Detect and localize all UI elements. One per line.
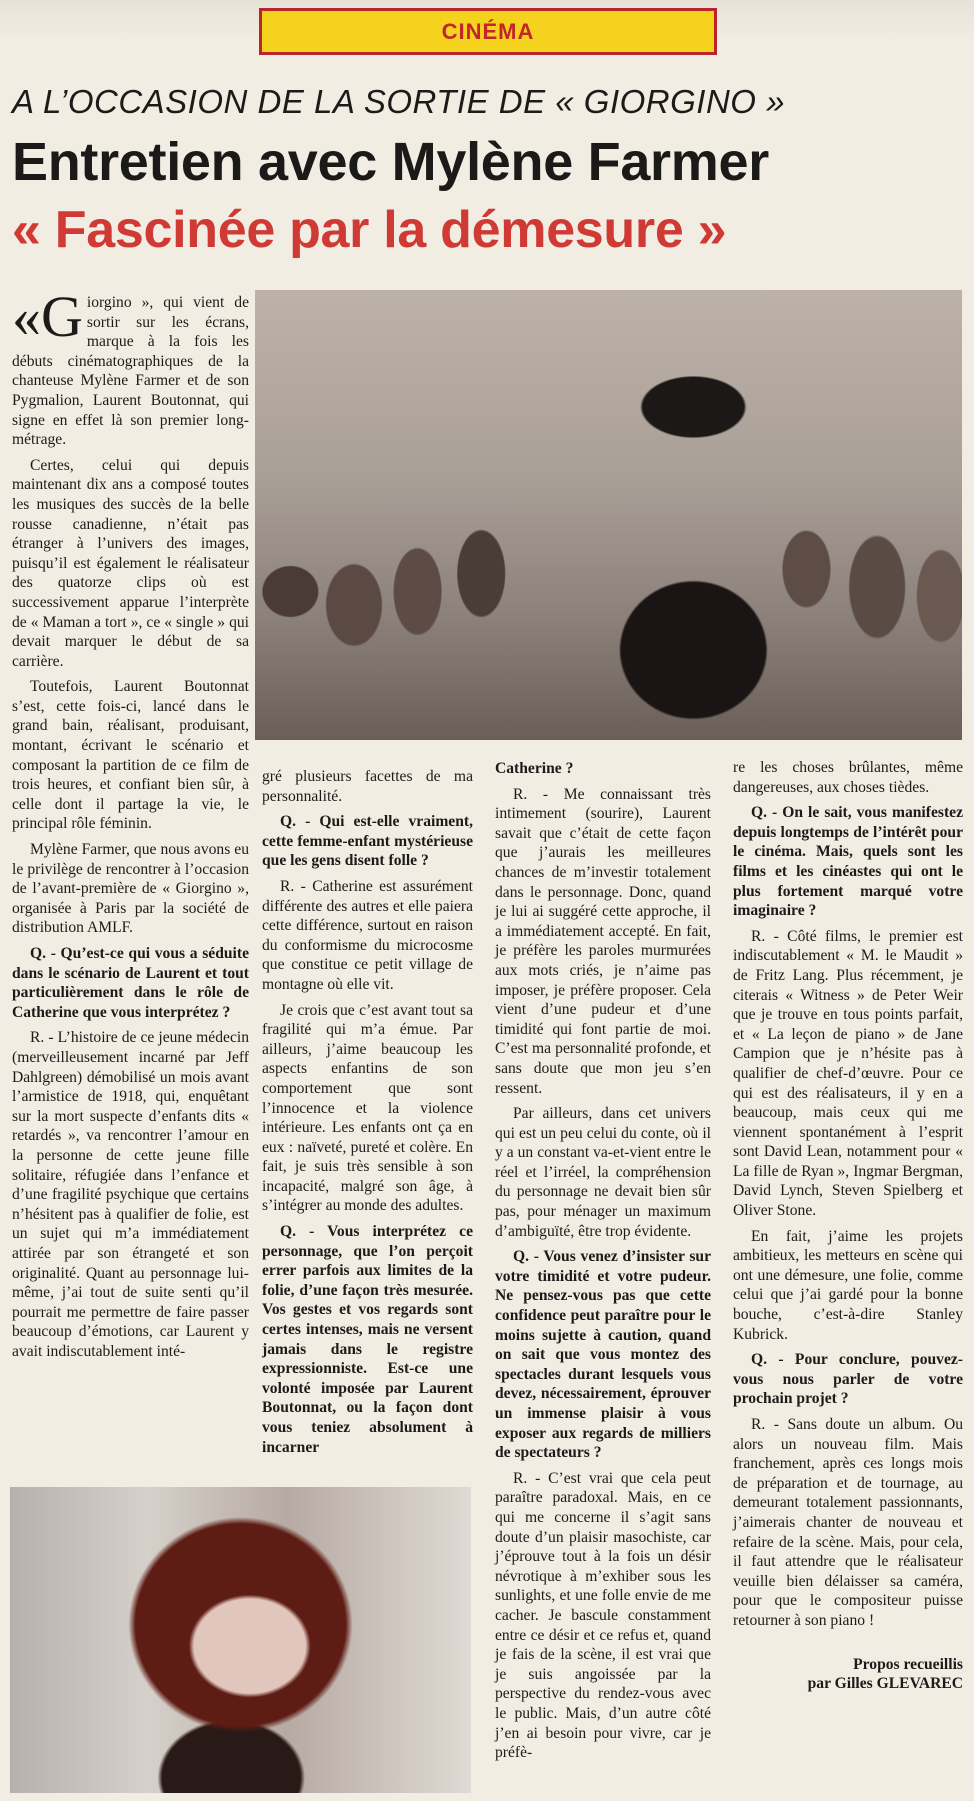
question: Q. - Vous interprétez ce personnage, que l’on perçoit errer parfois aux limites de la folie, d’une façon très mesurée. Vos gestes et vos regards sont certes intenses, mais ne versent jamais dans le registre expressionniste. Est-ce une volonté imposée par Laurent Boutonnat, ou la façon dont vous teniez absolument à incarner — [262, 1223, 473, 1456]
subheadline: « Fascinée par la démesure » — [12, 201, 727, 259]
question: Q. - Vous venez d’insister sur votre timidité et votre pudeur. Ne pensez-vous pas que cette confidence peut paraître pour le moins sujette à caution, quand on sait que vous montez des spectacles durant lesquels vous devez, nécessairement, éprouver un immense plaisir à vous exposer aux regards de milliers de spectateurs ? — [495, 1248, 711, 1462]
paragraph: Certes, celui qui depuis maintenant dix ans a composé toutes les musiques des succès de la belle rousse canadienne, n’était pas étranger à l’univers des images, puisqu’il est également le réalisateur des quatorze clips où est successivement apparue l’interprète de « Maman a tort », ce « single » qui devait marquer le début de sa carrière. — [12, 456, 249, 670]
paragraph: Toutefois, Laurent Boutonnat s’est, cette fois-ci, lancé dans le grand bain, réalisant, produisant, montant, écrivant le scénario et composant la partition de ce film de trois heures, et confiant bien sûr, à celle dont il partage la vie, le principal rôle féminin. — [12, 678, 249, 833]
question: Q. - Pour conclure, pouvez-vous nous parler de votre prochain projet ? — [733, 1351, 963, 1408]
section-tag — [259, 8, 717, 55]
question-continued: Catherine ? — [495, 760, 574, 777]
kicker: A L’OCCASION DE LA SORTIE DE « GIORGINO » — [12, 83, 785, 120]
article-column-1 — [12, 284, 249, 1361]
photo-veiled-woman — [255, 290, 962, 740]
intro-text: iorgino », qui vient de sortir sur les écrans, marque à la fois les débuts cinématographiques de la chanteuse Mylène Farmer et de son Pygmalion, Laurent Boutonnat, qui signe en effet là son premier long-métrage. — [12, 294, 249, 449]
byline-line-1: Propos recueillis — [853, 1655, 963, 1673]
question: Q. - Qui est-elle vraiment, cette femme-enfant mystérieuse que les gens disent folle ? — [262, 813, 473, 870]
drop-cap — [12, 284, 83, 349]
answer: R. - L’histoire de ce jeune médecin (merveilleusement incarné par Jeff Dahlgreen) démobilisé un mois avant l’armistice de 1918, qui, enquêtant sur la mort suspecte d’enfants dits « retardés », va rencontrer l’amour en la personne de cette jeune fille solitaire, réfugiée dans l’enfance et d’une fragilité psychique que certains n’hésitent pas à qualifier de folie, est un sujet qui m’a immédiatement attirée par son étrangeté et son originalité. Quant au personnage lui-même, j’ai tout de suite senti qu’il pourrait me permettre de faire passer beaucoup d’émotions, car Laurent y avait indiscutablement inté- — [12, 1029, 249, 1360]
section-label: CINÉMA — [441, 18, 535, 44]
answer: R. - Sans doute un album. Ou alors un nouveau film. Mais franchement, après ces longs mois de préparation et de tournage, au demeurant totalement passionnants, j’aimerais chanter de nouveau et refaire de la scène. Mais, pour cela, il faut attendre que le réalisateur veuille bien délaisser sa caméra, pour que le compositeur puisse retourner à son piano ! — [733, 1416, 963, 1629]
answer: Je crois que c’est avant tout sa fragilité qui m’a émue. Par ailleurs, j’aime beaucoup les aspects enfantins de son comportement que sont l’innocence et la violence intérieure. Les enfants ont ça en eux : naïveté, pureté et colère. En fait, je suis très sensible à son incapacité, malgré son âge, à s’intégrer au monde des adultes. — [262, 1001, 473, 1215]
answer-continued: re les choses brûlantes, même dangereuses, aux choses tièdes. — [733, 759, 963, 796]
photo-red-haired-woman — [10, 1487, 471, 1793]
drop-open-quote: « — [12, 284, 41, 349]
answer: Par ailleurs, dans cet univers qui est un peu celui du conte, où il y a un constant va-et-vient entre le réel et l’irréel, la compréhension du personnage ne devait bien sûr pas, pour ménager un maximum d’ambiguïté, être trop évidente. — [495, 1105, 711, 1240]
paragraph: Mylène Farmer, que nous avons eu le privilège de rencontrer à l’occasion de l’avant-première de « Giorgino », organisée à Paris par la société de distribution AMLF. — [12, 841, 249, 937]
answer: R. - Catherine est assurément différente des autres et elle paiera cette différence, surtout en raison du conformisme du microcosme que constitue ce petit village de montagne où elle vit. — [262, 877, 473, 993]
answer: R. - Côté films, le premier est indiscutablement « M. le Maudit » de Fritz Lang. Plus récemment, je citerais « Witness » de Peter Weir que je trouve en tous points parfait, et « La leçon de piano » de Jane Campion que je n’hésite pas à qualifier de chef-d’œuvre. Pour ce qui est des réalisateurs, il y en a beaucoup, mais ceux qui me viennent spontanément à l’esprit sont David Lean, notamment pour « La fille de Ryan », Ingmar Bergman, David Lynch, Steven Spielberg et Oliver Stone. — [733, 927, 963, 1220]
byline-line-2: par Gilles GLEVAREC — [807, 1675, 963, 1693]
drop-letter: G — [41, 284, 83, 349]
question: Q. - On le sait, vous manifestez depuis longtemps de l’intérêt pour le cinéma. Mais, quels sont les films et les cinéastes qui ont le plus fortement marqué votre imaginaire ? — [733, 804, 963, 920]
intro-paragraph — [12, 284, 249, 450]
article-column-3 — [495, 759, 711, 1763]
answer: R. - Me connaissant très intimement (sourire), Laurent savait que c’était de cette façon que j’aurais les meilleures chances de m’investir totalement dans le personnage. Donc, quand je lui ai suggéré cette approche, il a immédiatement accepté. En fait, je préfère les paroles murmurées aux mots criés, je n’aime pas imposer, je préfère proposer. Cela vient d’une pudeur et d’une timidité qui font partie de moi. C’est ma personnalité profonde, et sans doute que mon jeu s’en ressent. — [495, 785, 711, 1097]
byline — [733, 1655, 963, 1694]
answer-continued: gré plusieurs facettes de ma personnalité. — [262, 768, 473, 805]
answer: R. - C’est vrai que cela peut paraître paradoxal. Mais, en ce qui me concerne il s’agit sans doute d’un plaisir masochiste, car j’éprouve tout à la fois un désir névrotique à m’exhiber sous les sunlights, et une folle envie de me cacher. Je bascule constamment entre ce désir et ce refus et, quand je fais de la scène, il est vrai que je suis angoissée par la perspective du rendez-vous avec le public. Mais, d’un autre côté j’en ai besoin pour vivre, car je préfè- — [495, 1469, 711, 1762]
question: Q. - Qu’est-ce qui vous a séduite dans le scénario de Laurent et tout particulièrement dans le rôle de Catherine que vous interprétez ? — [12, 945, 249, 1021]
headline: Entretien avec Mylène Farmer — [12, 132, 769, 192]
article-column-2 — [262, 767, 473, 1457]
article-column-4 — [733, 758, 963, 1700]
answer: En fait, j’aime les projets ambitieux, les metteurs en scène qui ont une démesure, une folie, comme celui que j’ai gardé pour la bonne bouche, c’est-à-dire Stanley Kubrick. — [733, 1227, 963, 1343]
